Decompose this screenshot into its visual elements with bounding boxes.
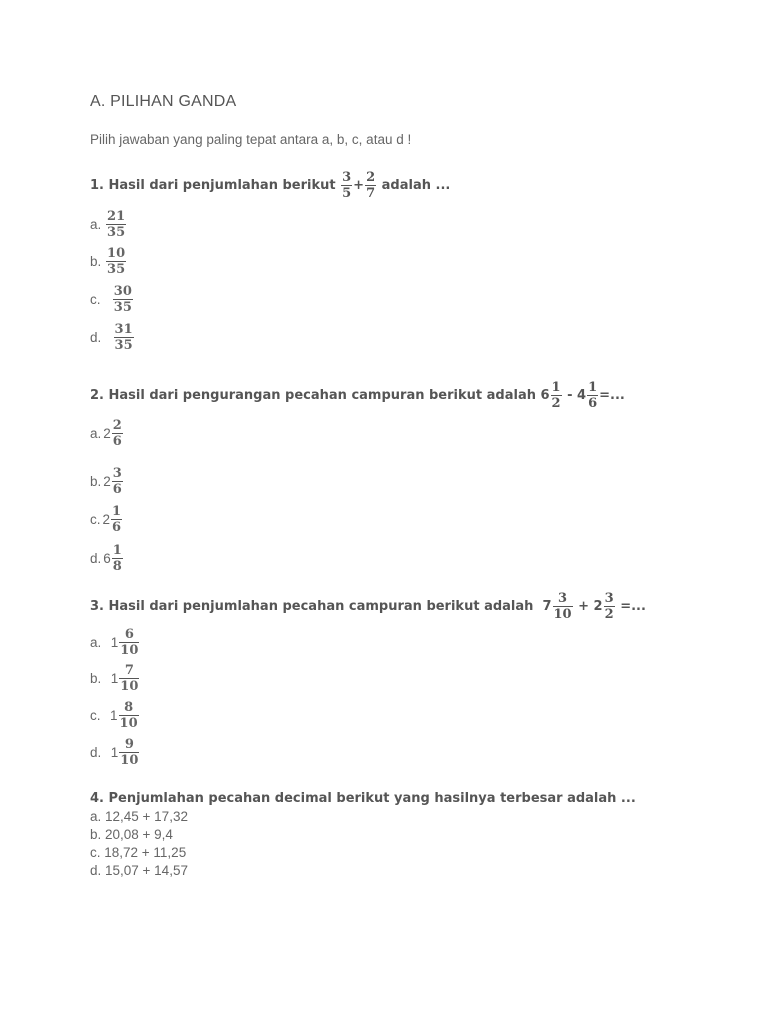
fraction-numerator: 9 bbox=[124, 737, 134, 752]
question-2-option-b bbox=[90, 466, 124, 497]
option-whole-number: 2 bbox=[103, 474, 111, 489]
option-label: a. bbox=[90, 635, 102, 650]
question-1-option-c bbox=[90, 284, 134, 315]
fraction-denominator: 10 bbox=[553, 607, 572, 622]
question-1-fraction-1 bbox=[341, 170, 352, 201]
question-3-whole-1: 7 bbox=[542, 599, 552, 614]
fraction-numerator: 1 bbox=[551, 380, 561, 395]
fraction-numerator: 6 bbox=[124, 627, 134, 642]
option-whole-number: 1 bbox=[110, 708, 118, 723]
fraction-denominator: 2 bbox=[604, 607, 614, 622]
fraction-numerator: 31 bbox=[114, 322, 133, 337]
question-4-option-c: c. 18,72 + 11,25 bbox=[90, 845, 187, 860]
question-1-option-a bbox=[90, 209, 127, 240]
fraction-numerator: 2 bbox=[112, 418, 122, 433]
fraction-denominator: 10 bbox=[119, 716, 138, 731]
fraction-denominator: 35 bbox=[113, 300, 132, 315]
fraction-numerator: 1 bbox=[112, 543, 122, 558]
fraction-denominator: 8 bbox=[112, 559, 122, 574]
fraction-numerator: 3 bbox=[112, 466, 122, 481]
option-label: b. bbox=[90, 254, 102, 269]
fraction-numerator: 3 bbox=[558, 591, 568, 606]
fraction-numerator: 30 bbox=[113, 284, 132, 299]
option-fraction bbox=[112, 543, 123, 574]
question-2-middle: - 4 bbox=[567, 388, 587, 403]
question-3-option-c bbox=[90, 700, 140, 731]
option-whole-number: 6 bbox=[103, 551, 111, 566]
question-2-option-c bbox=[90, 504, 123, 535]
fraction-numerator: 2 bbox=[366, 170, 376, 185]
question-3 bbox=[90, 591, 646, 622]
option-label: b. bbox=[90, 474, 102, 489]
question-1-option-d bbox=[90, 322, 135, 353]
fraction-numerator: 7 bbox=[124, 663, 134, 678]
question-4-option-a: a. 12,45 + 17,32 bbox=[90, 809, 188, 824]
option-label: d. bbox=[90, 745, 102, 760]
fraction-numerator: 1 bbox=[588, 380, 598, 395]
fraction-denominator: 35 bbox=[114, 338, 133, 353]
option-label: c. bbox=[90, 708, 101, 723]
option-fraction bbox=[112, 418, 123, 449]
question-2-fraction-2 bbox=[587, 380, 598, 411]
fraction-denominator: 6 bbox=[112, 434, 122, 449]
fraction-numerator: 3 bbox=[604, 591, 614, 606]
question-4-text: 4. Penjumlahan pecahan decimal berikut yang hasilnya terbesar adalah ... bbox=[90, 791, 636, 806]
option-fraction bbox=[119, 700, 139, 731]
fraction-denominator: 10 bbox=[120, 643, 139, 658]
option-fraction bbox=[114, 322, 134, 353]
option-label: a. bbox=[90, 217, 102, 232]
question-2-suffix: =... bbox=[599, 388, 625, 403]
question-4-option-b: b. 20,08 + 9,4 bbox=[90, 827, 173, 842]
option-fraction bbox=[119, 627, 139, 658]
question-4-option-d: d. 15,07 + 14,57 bbox=[90, 863, 188, 878]
option-whole-number: 2 bbox=[103, 426, 111, 441]
option-label: c. bbox=[90, 292, 101, 307]
question-2 bbox=[90, 380, 625, 411]
question-3-fraction-2 bbox=[604, 591, 615, 622]
option-fraction bbox=[119, 663, 139, 694]
fraction-denominator: 10 bbox=[120, 753, 139, 768]
question-2-fraction-1 bbox=[551, 380, 562, 411]
question-3-option-b bbox=[90, 663, 140, 694]
fraction-numerator: 1 bbox=[112, 504, 122, 519]
question-1 bbox=[90, 170, 450, 201]
option-label: b. bbox=[90, 671, 102, 686]
option-whole-number: 1 bbox=[110, 635, 119, 650]
question-1-text: 1. Hasil dari penjumlahan berikut bbox=[90, 178, 336, 193]
option-fraction bbox=[111, 504, 122, 535]
option-fraction bbox=[106, 209, 126, 240]
option-fraction bbox=[119, 737, 139, 768]
fraction-denominator: 6 bbox=[588, 396, 598, 411]
option-fraction bbox=[113, 284, 133, 315]
question-3-middle: + 2 bbox=[578, 599, 603, 614]
fraction-numerator: 3 bbox=[342, 170, 352, 185]
question-1-option-b bbox=[90, 246, 127, 277]
fraction-denominator: 10 bbox=[120, 679, 139, 694]
fraction-denominator: 6 bbox=[112, 482, 122, 497]
option-label: d. bbox=[90, 551, 102, 566]
question-2-option-a bbox=[90, 418, 124, 449]
option-whole-number: 1 bbox=[110, 671, 119, 686]
fraction-denominator: 2 bbox=[551, 396, 561, 411]
question-3-suffix: =... bbox=[620, 599, 646, 614]
question-2-text: 2. Hasil dari pengurangan pecahan campuran berikut adalah 6 bbox=[90, 388, 550, 403]
option-label: c. bbox=[90, 512, 101, 527]
plus-operator: + bbox=[353, 178, 365, 193]
question-1-fraction-2 bbox=[365, 170, 376, 201]
option-label: d. bbox=[90, 330, 102, 345]
question-3-fraction-1 bbox=[553, 591, 573, 622]
fraction-denominator: 5 bbox=[342, 186, 352, 201]
option-whole-number: 1 bbox=[110, 745, 119, 760]
fraction-denominator: 35 bbox=[107, 225, 126, 240]
fraction-numerator: 21 bbox=[107, 209, 126, 224]
fraction-denominator: 7 bbox=[366, 186, 376, 201]
question-1-suffix: adalah ... bbox=[381, 178, 451, 193]
question-2-option-d bbox=[90, 543, 124, 574]
fraction-denominator: 35 bbox=[107, 262, 126, 277]
section-title: A. PILIHAN GANDA bbox=[90, 93, 237, 110]
option-fraction bbox=[112, 466, 123, 497]
option-label: a. bbox=[90, 426, 102, 441]
question-3-text: 3. Hasil dari penjumlahan pecahan campuran berikut adalah bbox=[90, 599, 534, 614]
question-3-option-a bbox=[90, 627, 140, 658]
fraction-denominator: 6 bbox=[112, 520, 122, 535]
question-3-option-d bbox=[90, 737, 140, 768]
option-fraction bbox=[106, 246, 126, 277]
fraction-numerator: 10 bbox=[107, 246, 126, 261]
instruction-text: Pilih jawaban yang paling tepat antara a, b, c, atau d ! bbox=[90, 132, 412, 147]
option-whole-number: 2 bbox=[102, 512, 111, 527]
fraction-numerator: 8 bbox=[124, 700, 134, 715]
